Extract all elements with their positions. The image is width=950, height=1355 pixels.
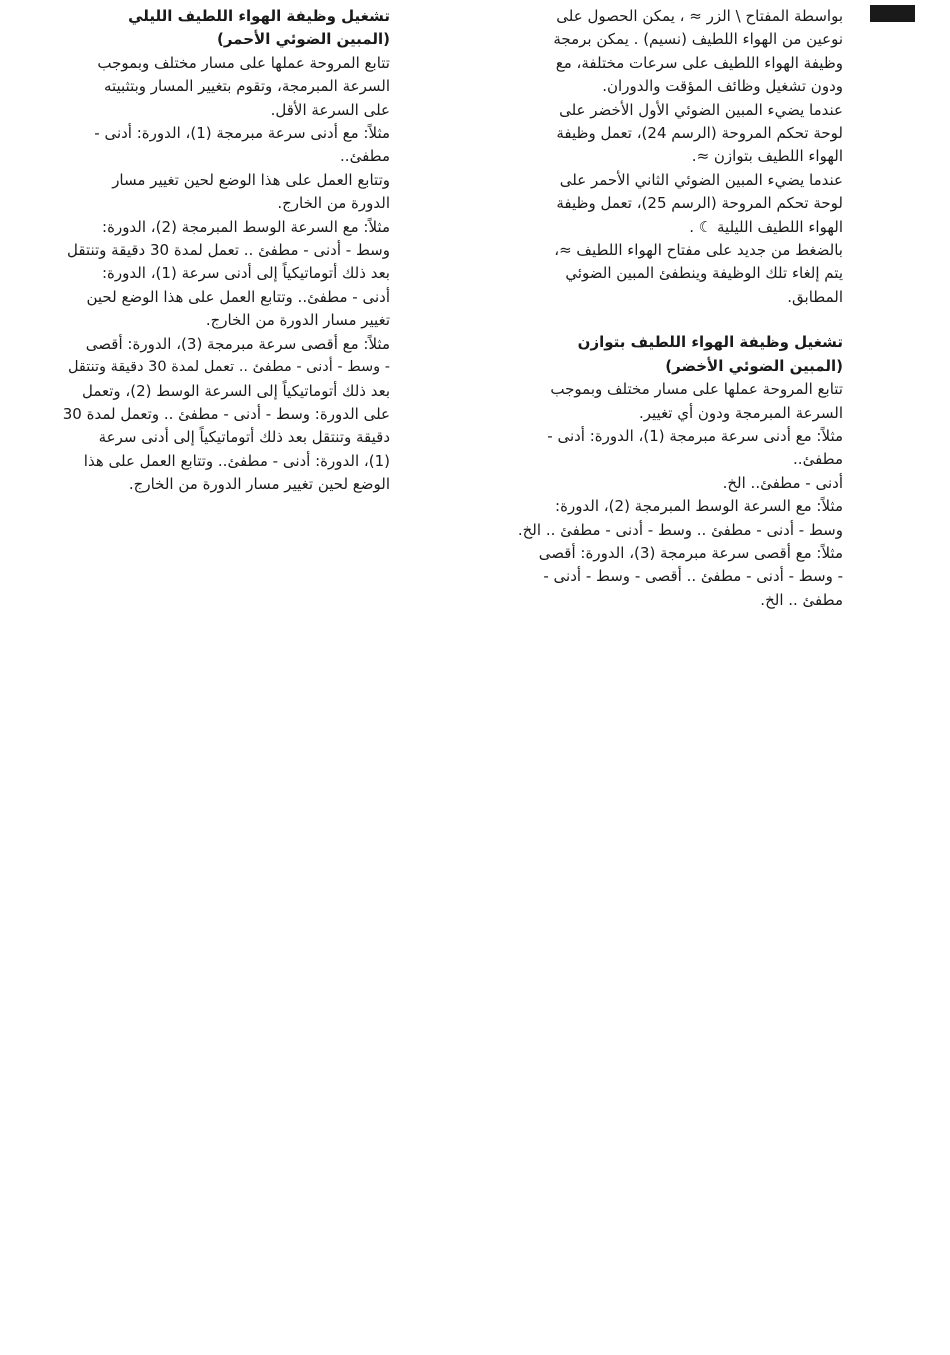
intro-paragraph: [515, 5, 843, 309]
text-line: مطفئ .. الخ.: [760, 590, 843, 609]
page-tab-marker: [870, 5, 915, 22]
text-line: تغيير مسار الدورة من الخارج.: [205, 311, 390, 330]
text-line: أدنى - مطفئ.. الخ.: [722, 473, 843, 492]
text-line: الهواء اللطيف الليلية ☾ .: [689, 217, 843, 236]
text-line: على السرعة الأقل.: [270, 100, 390, 119]
night-breeze-paragraph: [60, 52, 390, 497]
text-line: مثلاً: مع أدنى سرعة مبرمجة (1)، الدورة: أدنى -: [547, 426, 843, 445]
text-line: الدورة من الخارج.: [277, 194, 390, 213]
section-subheading: (المبين الضوئي الأخضر): [665, 356, 843, 375]
text-line: ودون تشغيل وظائف المؤقت والدوران.: [602, 77, 843, 96]
text-line: (1)، الدورة: أدنى - مطفئ.. وتتابع العمل على هذا: [83, 451, 390, 470]
text-line: وسط - أدنى - مطفئ .. تعمل لمدة 30 دقيقة وتنتقل: [67, 241, 390, 260]
text-line: لوحة تحكم المروحة (الرسم 25)، تعمل وظيفة: [556, 194, 843, 213]
text-line: مثلاً: مع السرعة الوسط المبرمجة (2)، الدورة:: [102, 217, 390, 236]
balanced-breeze-heading: [515, 331, 843, 378]
text-line: بواسطة المفتاح \ الزر ≈ ، يمكن الحصول على: [556, 7, 843, 25]
section-heading: تشغيل وظيفة الهواء اللطيف الليلي: [128, 7, 390, 25]
text-line: تتابع المروحة عملها على مسار مختلف وبموجب: [550, 380, 843, 399]
left-column: [60, 5, 390, 497]
text-line: - وسط - أدنى - مطفئ .. تعمل لمدة 30 دقيقة وتنتقل: [67, 359, 390, 376]
text-line: مثلاً: مع السرعة الوسط المبرمجة (2)، الدورة:: [555, 497, 843, 516]
text-line: السرعة المبرمجة، وتقوم بتغيير المسار وبتثبيته: [103, 77, 390, 96]
text-line: الوضع لحين تغيير مسار الدورة من الخارج.: [128, 475, 390, 494]
text-line: السرعة المبرمجة ودون أي تغيير.: [638, 403, 843, 422]
text-line: الهواء اللطيف بتوازن ≈.: [691, 147, 843, 166]
balanced-breeze-paragraph: [515, 378, 843, 612]
text-line: وسط - أدنى - مطفئ .. وسط - أدنى - مطفئ .. الخ.: [517, 520, 843, 539]
section-subheading: (المبين الضوئي الأحمر): [216, 30, 390, 49]
text-line: على الدورة: وسط - أدنى - مطفئ .. وتعمل لمدة 30: [62, 404, 390, 423]
right-column: [515, 5, 843, 612]
section-heading: تشغيل وظيفة الهواء اللطيف بتوازن: [577, 333, 843, 352]
text-line: بعد ذلك أتوماتيكياً إلى أدنى سرعة (1)، الدورة:: [101, 264, 390, 283]
text-line: وتتابع العمل على هذا الوضع لحين تغيير مسار: [112, 170, 390, 189]
text-line: - وسط - أدنى - مطفئ .. أقصى - وسط - أدنى -: [543, 567, 843, 586]
text-line: المطابق.: [787, 287, 843, 306]
text-line: نوعين من الهواء اللطيف (نسيم) . يمكن برمجة: [553, 30, 843, 49]
text-line: لوحة تحكم المروحة (الرسم 24)، تعمل وظيفة: [556, 124, 843, 143]
text-line: عندما يضيء المبين الضوئي الأول الأخضر على: [559, 100, 843, 119]
text-line: مطفئ..: [340, 147, 390, 166]
text-line: بعد ذلك أتوماتيكياً إلى السرعة الوسط (2)، وتعمل: [81, 381, 390, 400]
text-line: مثلاً: مع أدنى سرعة مبرمجة (1)، الدورة: أدنى -: [94, 124, 390, 143]
text-line: تتابع المروحة عملها على مسار مختلف وبموجب: [97, 53, 390, 72]
text-line: مطفئ..: [793, 450, 843, 469]
text-line: بالضغط من جديد على مفتاح الهواء اللطيف ≈،: [554, 241, 843, 260]
night-breeze-heading: [60, 5, 390, 52]
text-line: مثلاً: مع أقصى سرعة مبرمجة (3)، الدورة: أقصى: [538, 543, 843, 562]
text-line: دقيقة وتنتقل بعد ذلك أتوماتيكياً إلى أدنى سرعة: [98, 428, 390, 447]
text-line: عندما يضيء المبين الضوئي الثاني الأحمر على: [559, 170, 843, 189]
text-line: يتم إلغاء تلك الوظيفة وينطفئ المبين الضوئي: [565, 264, 843, 283]
text-line: مثلاً: مع أقصى سرعة مبرمجة (3)، الدورة: أقصى: [85, 334, 390, 353]
text-line: أدنى - مطفئ.. وتتابع العمل على هذا الوضع لحين: [86, 287, 390, 306]
text-line: وظيفة الهواء اللطيف على سرعات مختلفة، مع: [555, 53, 843, 72]
